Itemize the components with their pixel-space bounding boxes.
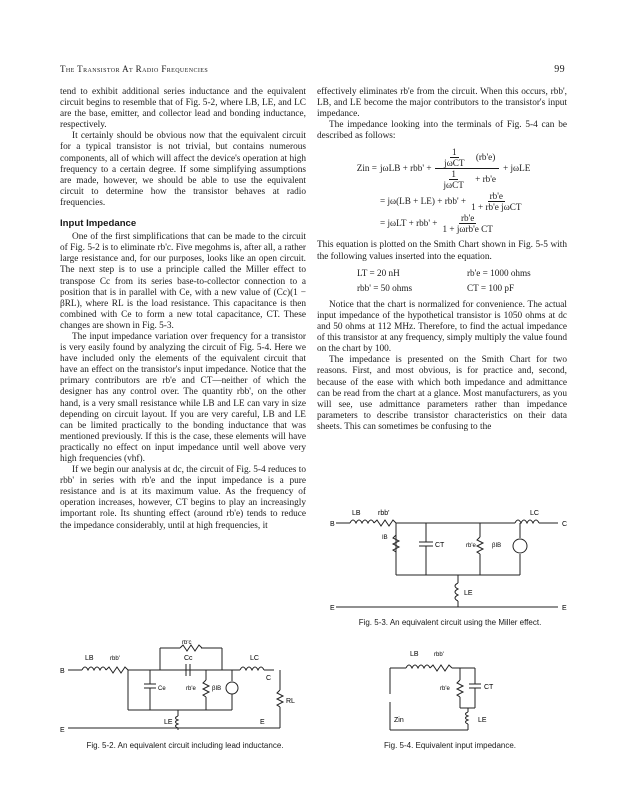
figure-label: RL <box>286 698 295 705</box>
value-item: LT = 20 nH <box>357 267 400 278</box>
paragraph: The input impedance variation over frequency for a transistor is very easily found by analyzing the circuit of Fig. 5-4. Here we have included only the elements of the equivalent circuit that have an effect on the transistor's input impedance. Notice that the primary contributors are rb'e and CT—neither of which the designer has any control over. The quantity rbb', on the other hand, is a very small resistance while LB and LE can vary in size depending on circuit layout. If you are very careful, LB and LE can be limited practically to the bonding inductance that was mentioned previously. If this is the case, these elements will have practically no effect on input impedance until well above very high frequencies (vhf). <box>60 331 306 464</box>
figure-label: rb'e <box>186 686 196 692</box>
equation-term: jωCT <box>444 158 465 169</box>
running-header <box>60 64 565 78</box>
value-item: rbb' = 50 ohms <box>357 282 413 293</box>
equation-term: jωLB + rbb' + <box>380 163 432 174</box>
equation-term: jωCT <box>443 180 464 191</box>
running-title: The Transistor At Radio Frequencies <box>60 64 209 74</box>
figure-5-2-caption: Fig. 5-2. An equivalent circuit including lead inductance. <box>86 741 284 750</box>
figure-label: βIB <box>212 686 222 692</box>
paragraph: The impedance looking into the terminals of Fig. 5-4 can be described as follows: <box>317 120 567 142</box>
figure-label: E <box>260 719 265 726</box>
figure-5-2-circuit <box>60 640 310 735</box>
figure-label: βIB <box>492 543 502 549</box>
figure-5-3-caption: Fig. 5-3. An equivalent circuit using the Miller effect. <box>358 618 542 627</box>
paragraph: tend to exhibit additional series inductance and the equivalent circuit begins to resemble that of Fig. 5-2, where LB, LE, and LC are the base, emitter, and collector lead and bonding inductance, respectively. <box>60 87 306 131</box>
figure-label: C <box>266 675 272 682</box>
figure-label: rb'c <box>182 640 192 646</box>
value-item: rb'e = 1000 ohms <box>467 267 531 278</box>
impedance-equation <box>317 147 567 234</box>
figure-label: LE <box>464 590 473 597</box>
figure-label: B <box>60 668 65 675</box>
figure-label: rbb' <box>110 656 120 662</box>
equation-term: 1 <box>452 147 457 158</box>
value-list <box>357 268 567 294</box>
left-column <box>60 87 306 532</box>
equation-term: + jωLE <box>503 163 531 174</box>
figure-label: LC <box>530 510 539 517</box>
paragraph: If we begin our analysis at dc, the circuit of Fig. 5-4 reduces to rbb' in series with rb'e and the input impedance is a pure resistance and is at its maximum value. As the frequency of operation increases, however, CT begins to play an increasingly important role. Its shunting effect (around rb'e) tends to reduce the impedance considerably, until at high frequencies, it <box>60 465 306 531</box>
paragraph: It certainly should be obvious now that the equivalent circuit for a typical transistor is not trivial, but contains numerous components, all of which will affect the device's operation at high frequency to a certain degree. If some simplifying assumptions are made, however, we should be able to use the equivalent circuit to determine how the transistor behaves at radio frequencies. <box>60 131 306 208</box>
paragraph: This equation is plotted on the Smith Chart shown in Fig. 5-5 with the following values inserted into the equation. <box>317 240 567 262</box>
figure-label: IB <box>382 535 388 541</box>
equation-term: + rb'e <box>475 174 497 185</box>
equation-fraction <box>435 147 501 190</box>
figure-label: Ce <box>158 686 166 692</box>
figure-label: B <box>330 521 335 528</box>
value-item: CT = 100 pF <box>467 282 515 293</box>
figure-label: rb'e <box>440 686 450 692</box>
figure-label: rbb' <box>434 652 444 658</box>
figure-label: LB <box>85 655 94 662</box>
figure-label: E <box>330 605 335 612</box>
figure-label: LE <box>478 717 487 724</box>
equation-term: (rb'e) <box>475 152 496 163</box>
figure-label: LC <box>250 655 259 662</box>
figure-label: rb'e <box>466 543 476 549</box>
figure-label: CT <box>435 542 445 549</box>
figure-label: E <box>562 605 567 612</box>
figure-5-4-circuit <box>380 640 520 735</box>
figure-5-4-caption: Fig. 5-4. Equivalent input impedance. <box>383 741 517 750</box>
figure-label: Zin <box>394 717 404 724</box>
figure-label: C <box>562 521 568 528</box>
figure-label: LE <box>164 719 173 726</box>
figure-label: CT <box>484 684 494 691</box>
equation-lhs: Zin = <box>356 163 377 174</box>
equation-term: 1 <box>451 169 456 180</box>
equation-fraction: $\frac{rb'e}{\text{1 + jωrb'e CT}}$ <box>442 213 493 235</box>
equation-term: = jωLT + rbb' + <box>380 218 438 229</box>
figure-label: Cc <box>184 655 193 662</box>
equation-term: = jω(LB + LE) + rbb' + <box>380 196 467 207</box>
paragraph: The impedance is presented on the Smith Chart for two reasons. First, and most obvious, is for practice and, second, because of the ease with which both impedance and admittance can be read from the chart at a glance. Most manufacturers, as you will see, use admittance parameters rather than impedance parameters to describe transistor characteristics on their data sheets. This can sometimes be confusing to the <box>317 355 567 432</box>
paragraph: One of the first simplifications that can be made to the circuit of Fig. 5-2 is to eliminate rb'c. Five megohms is, after all, a rather large resistance and, for our purposes, looks like an open circuit. The next step is to use a principle called the Miller effect to transpose Cc from its series base-to-collector connection to a position that is in parallel with Ce, with a new value of (Cc)(1 − βRL), where RL is the load resistance. This capacitance is then combined with Ce to form a new total capacitance, CT. These changes are shown in Fig. 5-3. <box>60 232 306 331</box>
paragraph: Notice that the chart is normalized for convenience. The actual input impedance of the hypothetical transistor is 1050 ohms at dc and 50 ohms at 112 MHz. Therefore, to find the actual impedance of this transistor at any frequency, simply multiply the value found on the chart by 100. <box>317 299 567 355</box>
figure-label: LB <box>410 651 419 658</box>
right-column <box>317 87 567 433</box>
figure-5-3-circuit <box>330 505 570 615</box>
page-number: 99 <box>554 64 565 75</box>
equation-fraction: $\frac{rb'e}{\text{1 + rb'e jωCT}}$ <box>471 191 522 213</box>
figure-label: LB <box>352 510 361 517</box>
paragraph: effectively eliminates rb'e from the circuit. When this occurs, rbb', LB, and LE become the major contributors to the transistor's input impedance. <box>317 87 567 120</box>
figure-label: rbb' <box>378 510 390 517</box>
figure-label: E <box>60 727 65 734</box>
section-heading: Input Impedance <box>60 218 137 230</box>
